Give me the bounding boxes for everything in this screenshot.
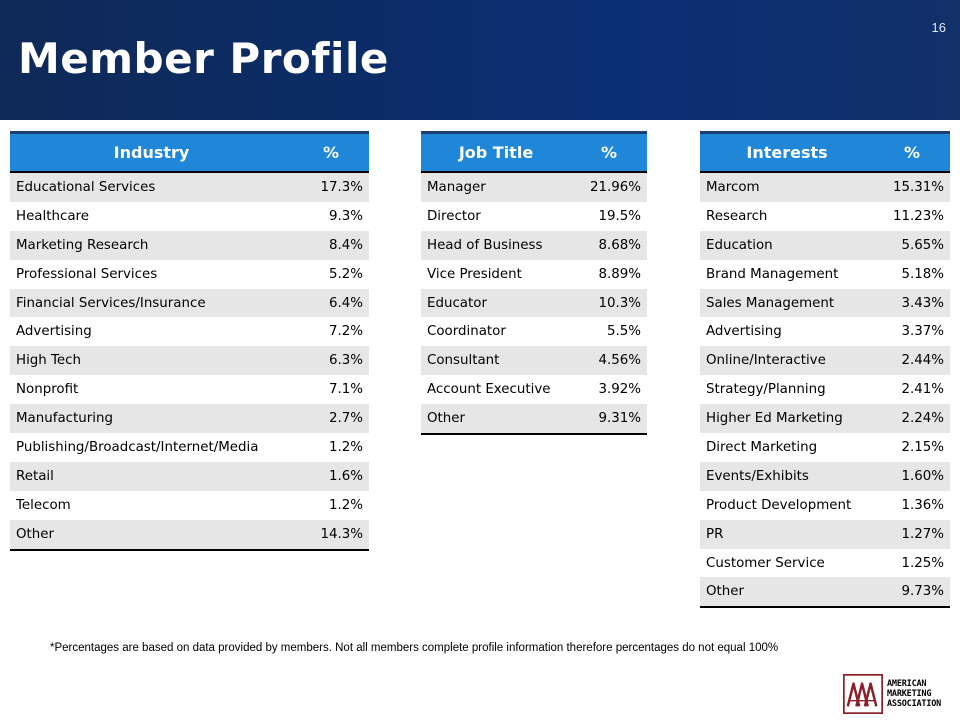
- row-percent: 6.3%: [293, 346, 369, 375]
- logo-line: ASSOCIATION: [887, 699, 942, 709]
- table-row: [421, 375, 647, 404]
- row-label: Advertising: [10, 317, 293, 346]
- table-row: [700, 491, 950, 520]
- row-label: Direct Marketing: [700, 433, 874, 462]
- row-label: Retail: [10, 462, 293, 491]
- row-label: Customer Service: [700, 549, 874, 578]
- row-percent: 7.2%: [293, 317, 369, 346]
- table-row: [700, 375, 950, 404]
- table-row: [700, 231, 950, 260]
- page-number: 16: [931, 20, 946, 35]
- table-row: [421, 172, 647, 202]
- ama-logo-wordmark: [887, 679, 941, 709]
- table-header-row: [700, 133, 950, 173]
- table-row: [700, 172, 950, 202]
- row-label: Vice President: [421, 260, 571, 289]
- table-row: [700, 202, 950, 231]
- table-row: [700, 577, 950, 607]
- row-label: Events/Exhibits: [700, 462, 874, 491]
- table-row: [10, 346, 369, 375]
- table-row: [421, 231, 647, 260]
- column-header: Job Title: [421, 133, 571, 173]
- column-header: Interests: [700, 133, 874, 173]
- row-percent: 2.7%: [293, 404, 369, 433]
- row-percent: 7.1%: [293, 375, 369, 404]
- row-label: Strategy/Planning: [700, 375, 874, 404]
- row-percent: 5.18%: [874, 260, 950, 289]
- industry-table: [10, 131, 369, 551]
- ama-logo: [843, 674, 949, 714]
- row-percent: 2.44%: [874, 346, 950, 375]
- row-percent: 10.3%: [571, 289, 647, 318]
- column-header: %: [293, 133, 369, 173]
- interests-table: [700, 131, 950, 608]
- table-row: [700, 433, 950, 462]
- row-label: Nonprofit: [10, 375, 293, 404]
- row-label: Publishing/Broadcast/Internet/Media: [10, 433, 293, 462]
- row-percent: 4.56%: [571, 346, 647, 375]
- table-row: [10, 289, 369, 318]
- row-label: Other: [421, 404, 571, 434]
- row-label: Education: [700, 231, 874, 260]
- row-percent: 1.2%: [293, 491, 369, 520]
- table-row: [10, 231, 369, 260]
- row-label: Sales Management: [700, 289, 874, 318]
- row-label: Consultant: [421, 346, 571, 375]
- row-percent: 1.60%: [874, 462, 950, 491]
- column-header: Industry: [10, 133, 293, 173]
- row-label: Brand Management: [700, 260, 874, 289]
- row-percent: 5.2%: [293, 260, 369, 289]
- row-percent: 1.25%: [874, 549, 950, 578]
- row-percent: 3.92%: [571, 375, 647, 404]
- row-percent: 5.5%: [571, 317, 647, 346]
- table-row: [10, 375, 369, 404]
- row-label: Account Executive: [421, 375, 571, 404]
- row-percent: 8.4%: [293, 231, 369, 260]
- table-row: [700, 317, 950, 346]
- row-label: Advertising: [700, 317, 874, 346]
- row-percent: 11.23%: [874, 202, 950, 231]
- row-label: Other: [700, 577, 874, 607]
- row-percent: 14.3%: [293, 520, 369, 550]
- logo-line: AMERICAN: [887, 679, 927, 689]
- row-label: Financial Services/Insurance: [10, 289, 293, 318]
- table-row: [10, 317, 369, 346]
- table-row: [421, 346, 647, 375]
- job-title-table: [421, 131, 647, 435]
- column-header: %: [874, 133, 950, 173]
- row-label: Educator: [421, 289, 571, 318]
- logo-line: MARKETING: [887, 689, 932, 699]
- column-header: %: [571, 133, 647, 173]
- table-row: [10, 202, 369, 231]
- row-label: Product Development: [700, 491, 874, 520]
- row-label: Educational Services: [10, 172, 293, 202]
- table-row: [421, 404, 647, 434]
- row-label: Manufacturing: [10, 404, 293, 433]
- row-percent: 1.36%: [874, 491, 950, 520]
- table-row: [10, 520, 369, 550]
- table-row: [10, 433, 369, 462]
- row-label: Marcom: [700, 172, 874, 202]
- table-row: [421, 317, 647, 346]
- row-label: Other: [10, 520, 293, 550]
- table-row: [10, 172, 369, 202]
- row-percent: 8.89%: [571, 260, 647, 289]
- row-label: Coordinator: [421, 317, 571, 346]
- row-percent: 15.31%: [874, 172, 950, 202]
- row-percent: 5.65%: [874, 231, 950, 260]
- table-row: [700, 289, 950, 318]
- table-row: [10, 260, 369, 289]
- row-percent: 17.3%: [293, 172, 369, 202]
- header-banner: [0, 0, 960, 120]
- row-percent: 2.41%: [874, 375, 950, 404]
- row-percent: 3.37%: [874, 317, 950, 346]
- table-row: [421, 260, 647, 289]
- table-row: [421, 202, 647, 231]
- table-header-row: [421, 133, 647, 173]
- table-row: [10, 462, 369, 491]
- table-row: [700, 520, 950, 549]
- footnote: *Percentages are based on data provided by members. Not all members complete profile information therefore percentages do not equal 100%: [50, 642, 779, 654]
- table-row: [700, 346, 950, 375]
- row-percent: 9.73%: [874, 577, 950, 607]
- row-label: Marketing Research: [10, 231, 293, 260]
- row-label: Online/Interactive: [700, 346, 874, 375]
- row-percent: 1.27%: [874, 520, 950, 549]
- ama-logo-icon: [843, 674, 883, 714]
- page-title: Member Profile: [18, 34, 389, 83]
- row-percent: 3.43%: [874, 289, 950, 318]
- row-percent: 21.96%: [571, 172, 647, 202]
- row-label: Telecom: [10, 491, 293, 520]
- row-percent: 2.15%: [874, 433, 950, 462]
- table-row: [421, 289, 647, 318]
- row-label: Director: [421, 202, 571, 231]
- table-row: [700, 462, 950, 491]
- table-row: [700, 404, 950, 433]
- row-label: PR: [700, 520, 874, 549]
- row-percent: 6.4%: [293, 289, 369, 318]
- row-label: Research: [700, 202, 874, 231]
- row-label: Healthcare: [10, 202, 293, 231]
- row-label: Manager: [421, 172, 571, 202]
- table-row: [10, 491, 369, 520]
- table-row: [10, 404, 369, 433]
- row-percent: 1.2%: [293, 433, 369, 462]
- row-percent: 2.24%: [874, 404, 950, 433]
- row-percent: 1.6%: [293, 462, 369, 491]
- table-row: [700, 549, 950, 578]
- row-percent: 19.5%: [571, 202, 647, 231]
- table-row: [700, 260, 950, 289]
- table-header-row: [10, 133, 369, 173]
- row-label: Head of Business: [421, 231, 571, 260]
- row-label: Professional Services: [10, 260, 293, 289]
- row-percent: 8.68%: [571, 231, 647, 260]
- row-percent: 9.31%: [571, 404, 647, 434]
- row-label: Higher Ed Marketing: [700, 404, 874, 433]
- row-percent: 9.3%: [293, 202, 369, 231]
- row-label: High Tech: [10, 346, 293, 375]
